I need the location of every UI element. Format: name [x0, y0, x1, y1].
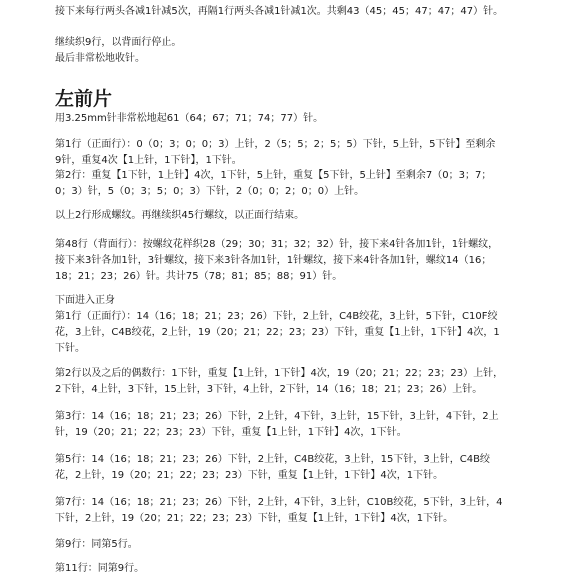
- paragraph-decrease-summary: 接下来每行两头各减1针减5次，再隔1行两头各减1针减1次。共剩43（45；45；47；47；47）针。: [55, 6, 504, 17]
- paragraph-row-2: [55, 168, 525, 200]
- text-line: 接下来3针各加1针，3针螺纹，接下来3针各加1针，1针螺纹，接下来4针各加1针，螺纹14（16；: [55, 255, 492, 266]
- paragraph-body-intro: 下面进入正身: [55, 295, 115, 306]
- paragraph-row-11: 第11行：同第9行。: [55, 563, 145, 574]
- paragraph-row-2-even: [55, 366, 525, 398]
- text-line: 第3行：14（16；18；21；23；26）下针，2上针，4下针，3上针，15下针，3上针，4下针，2上: [55, 411, 499, 422]
- text-line: 0；3）针，5（0；3；5；0；3）下针，2（0；0；2；0；0）上针。: [55, 186, 365, 197]
- text-line: 第1行（正面行）：14（16；18；21；23；26）下针，2上针，C4B绞花，3上针，5下针，C10F绞: [55, 311, 498, 322]
- paragraph-row-1: [55, 137, 525, 169]
- text-line: 18；21；23；26）针。共计75（78；81；85；88；91）针。: [55, 271, 343, 282]
- paragraph-row-3: [55, 409, 525, 441]
- paragraph-row-7: [55, 495, 525, 527]
- text-line: 花，2上针，19（20；21；22；23；23）下针，重复【1上针，1下针】4次，1下针。: [55, 470, 444, 481]
- paragraph-row-9: 第9行：同第5行。: [55, 539, 138, 550]
- paragraph-row-5: [55, 452, 525, 484]
- text-line: 下针，2上针，19（20；21；22；23；23）下针，重复【1上针，1下针】4次，1下针。: [55, 513, 454, 524]
- text-line: 2下针，4上针，3下针，15上针，3下针，4上针，2下针，14（16；18；21；23；26）上针。: [55, 384, 483, 395]
- text-line: 继续织9行，以背面行停止。: [55, 37, 182, 48]
- paragraph-row-48: [55, 237, 525, 285]
- paragraph-body-row-1: [55, 309, 525, 357]
- text-line: 第7行：14（16；18；21；23；26）下针，2上针，4下针，3上针，C10B绞花，5下针，3上针，4: [55, 497, 503, 508]
- text-line: 最后非常松地收针。: [55, 53, 145, 64]
- paragraph-continue: [55, 35, 525, 67]
- paragraph-rib-note: 以上2行形成螺纹。再继续织45行螺纹，以正面行结束。: [55, 210, 305, 221]
- text-line: 下针。: [55, 343, 85, 354]
- paragraph-cast-on: 用3.25mm针非常松地起61（64；67；71；74；77）针。: [55, 113, 324, 124]
- text-line: 第48行（背面行）：按螺纹花样织28（29；30；31；32；32）针，接下来4针各加1针，1针螺纹，: [55, 239, 499, 250]
- text-line: 第5行：14（16；18；21；23；26）下针，2上针，C4B绞花，3上针，15下针，3上针，C4B绞: [55, 454, 490, 465]
- text-line: 针，19（20；21；22；23；23）下针，重复【1上针，1下针】4次，1下针。: [55, 427, 407, 438]
- text-line: 9针，重复4次【1上针，1下针】，1下针。: [55, 155, 242, 166]
- section-title: 左前片: [55, 88, 113, 110]
- text-line: 第1行（正面行）：0（0；3；0；0；3）上针，2（5；5；2；5；5）下针，5上针，5下针】至剩余: [55, 139, 496, 150]
- text-line: 第2行以及之后的偶数行：1下针，重复【1上针，1下针】4次，19（20；21；22；23；23）上针，: [55, 368, 504, 379]
- text-line: 花，3上针，C4B绞花，2上针，19（20；21；22；23；23）下针，重复【1上针，1下针】4次，1: [55, 327, 500, 338]
- text-line: 第2行：重复【1下针，1上针】4次，1下针，5上针，重复【5下针，5上针】至剩余7（0；3；7；: [55, 170, 492, 181]
